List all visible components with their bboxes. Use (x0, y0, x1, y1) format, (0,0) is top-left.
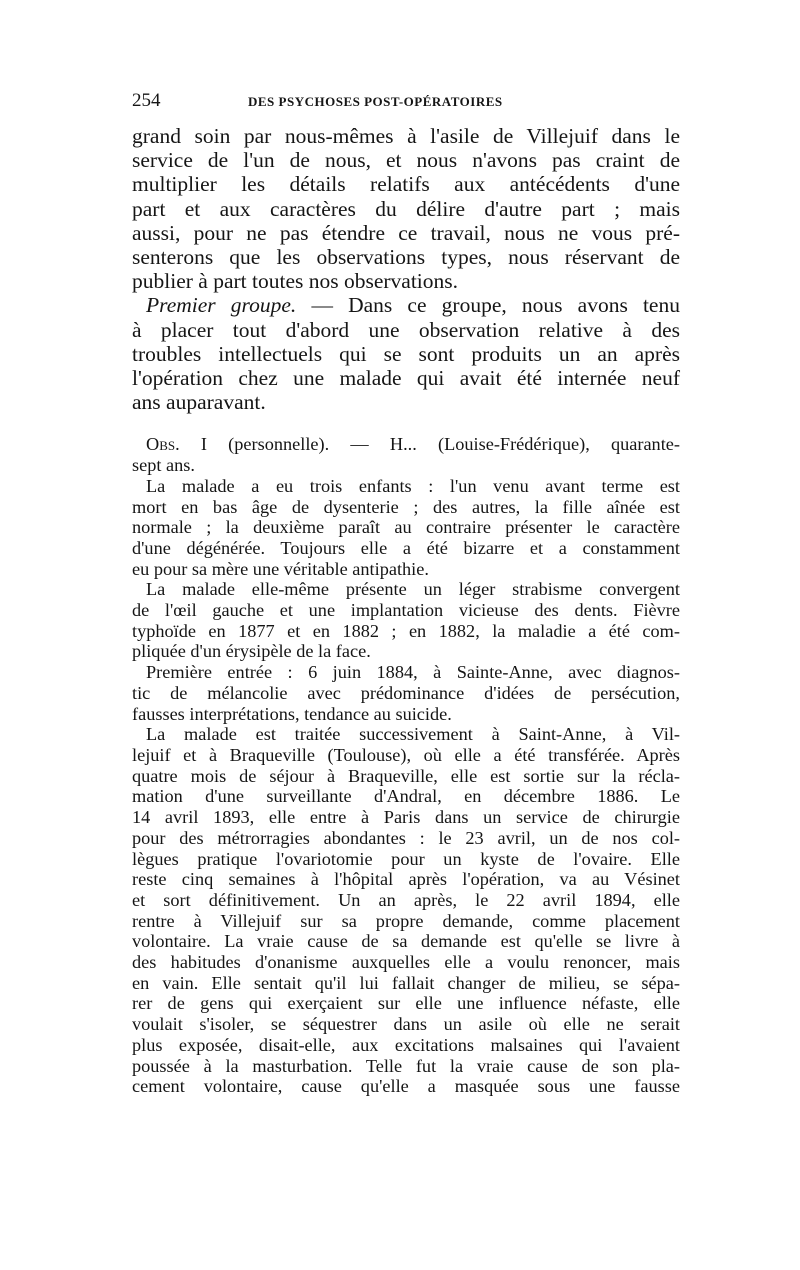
text-line: quatre mois de séjour à Braqueville, elle est sortie sur la récla- (132, 765, 680, 786)
text-line: ans auparavant. (132, 390, 266, 415)
text-line: grand soin par nous-mêmes à l'asile de Villejuif dans le (132, 124, 680, 148)
text-line: plus exposée, disait-elle, aux excitations malsaines qui l'avaient (132, 1034, 680, 1055)
text-line: voulait s'isoler, se séquestrer dans un asile où elle ne serait (132, 1014, 680, 1035)
page-header (132, 90, 680, 124)
text-line: poussée à la masturbation. Telle fut la vraie cause de son pla- (132, 1055, 680, 1076)
text-line: pliquée d'un érysipèle de la face. (132, 641, 371, 662)
observation-heading-cont: sept ans. (132, 455, 195, 476)
text-line: mort en bas âge de dysenterie ; des autres, la fille aînée est (132, 496, 680, 517)
text-line: volontaire. La vraie cause de sa demande est qu'elle se livre à (132, 931, 680, 952)
observation-body (132, 476, 680, 1097)
text-line: eu pour sa mère une véritable antipathie. (132, 558, 429, 579)
group-paragraph (132, 293, 680, 414)
observation-label: Obs. I (146, 434, 207, 455)
text-line: reste cinq semaines à l'hôpital après l'opération, va au Vésinet (132, 869, 680, 890)
text-line: et sort définitivement. Un an après, le 22 avril 1894, elle (132, 889, 680, 910)
text-line: fausses interprétations, tendance au suicide. (132, 703, 452, 724)
text-line: à placer tout d'abord une observation relative à des (132, 317, 680, 342)
text-line: en vain. Elle sentait qu'il lui fallait changer de milieu, se sépa- (132, 972, 680, 993)
book-page (132, 90, 680, 1097)
running-title: DES PSYCHOSES POST-OPÉRATOIRES (248, 94, 503, 109)
page-number: 254 (132, 90, 161, 111)
text-line: des habitudes d'onanisme auxquelles elle a voulu renoncer, mais (132, 952, 680, 973)
text-line: publier à part toutes nos observations. (132, 269, 459, 294)
text-line: cement volontaire, cause qu'elle a masquée sous une fausse (132, 1076, 680, 1097)
section-gap (132, 414, 680, 434)
text-line: mation d'une surveillante d'Andral, en décembre 1886. Le (132, 786, 680, 807)
text-line: 14 avril 1893, elle entre à Paris dans un service de chirurgie (132, 807, 680, 828)
text-line: senterons que les observations types, nous réservant de (132, 245, 680, 270)
text-line: lejuif et à Braqueville (Toulouse), où elle a été transférée. Après (132, 744, 680, 765)
text-line: rentre à Villejuif sur sa propre demande, comme placement (132, 910, 680, 931)
text-line: pour des métrorragies abondantes : le 23 avril, un de nos col- (132, 827, 680, 848)
text-line: multiplier les détails relatifs aux antécédents d'une (132, 172, 680, 197)
observation-heading: Obs. I (personnelle). — H... (Louise-Frédérique), quarante- (146, 434, 680, 455)
text-line: La malade elle-même présente un léger strabisme convergent (146, 579, 680, 600)
observation (132, 434, 680, 1097)
text-line: Premier groupe. — Dans ce groupe, nous avons tenu (146, 293, 680, 318)
text-line: lègues pratique l'ovariotomie pour un kyste de l'ovaire. Elle (132, 848, 680, 869)
text-line: tic de mélancolie avec prédominance d'idées de persécution, (132, 682, 680, 703)
text-line: troubles intellectuels qui se sont produits un an après (132, 341, 680, 366)
text-line: La malade est traitée successivement à Saint-Anne, à Vil- (146, 724, 680, 745)
text-line: d'une dégénérée. Toujours elle a été bizarre et a constamment (132, 537, 680, 558)
text-line: La malade a eu trois enfants : l'un venu avant terme est (146, 475, 680, 496)
group-label: Premier groupe. (146, 293, 297, 318)
text-line: aussi, pour ne pas étendre ce travail, nous ne vous pré- (132, 220, 680, 245)
text-line: Première entrée : 6 juin 1884, à Sainte-Anne, avec diagnos- (146, 662, 680, 683)
text-line: typhoïde en 1877 et en 1882 ; en 1882, la maladie a été com- (132, 620, 680, 641)
text-line: normale ; la deuxième paraît au contraire présenter le caractère (132, 517, 680, 538)
text-line: rer de gens qui exerçaient sur elle une influence néfaste, elle (132, 993, 680, 1014)
text-line: part et aux caractères du délire d'autre part ; mais (132, 196, 680, 221)
text-line: service de l'un de nous, et nous n'avons pas craint de (132, 148, 680, 173)
text-line: l'opération chez une malade qui avait été internée neuf (132, 366, 680, 391)
intro-paragraph (132, 124, 680, 293)
text-line: de l'œil gauche et une implantation vicieuse des dents. Fièvre (132, 600, 680, 621)
